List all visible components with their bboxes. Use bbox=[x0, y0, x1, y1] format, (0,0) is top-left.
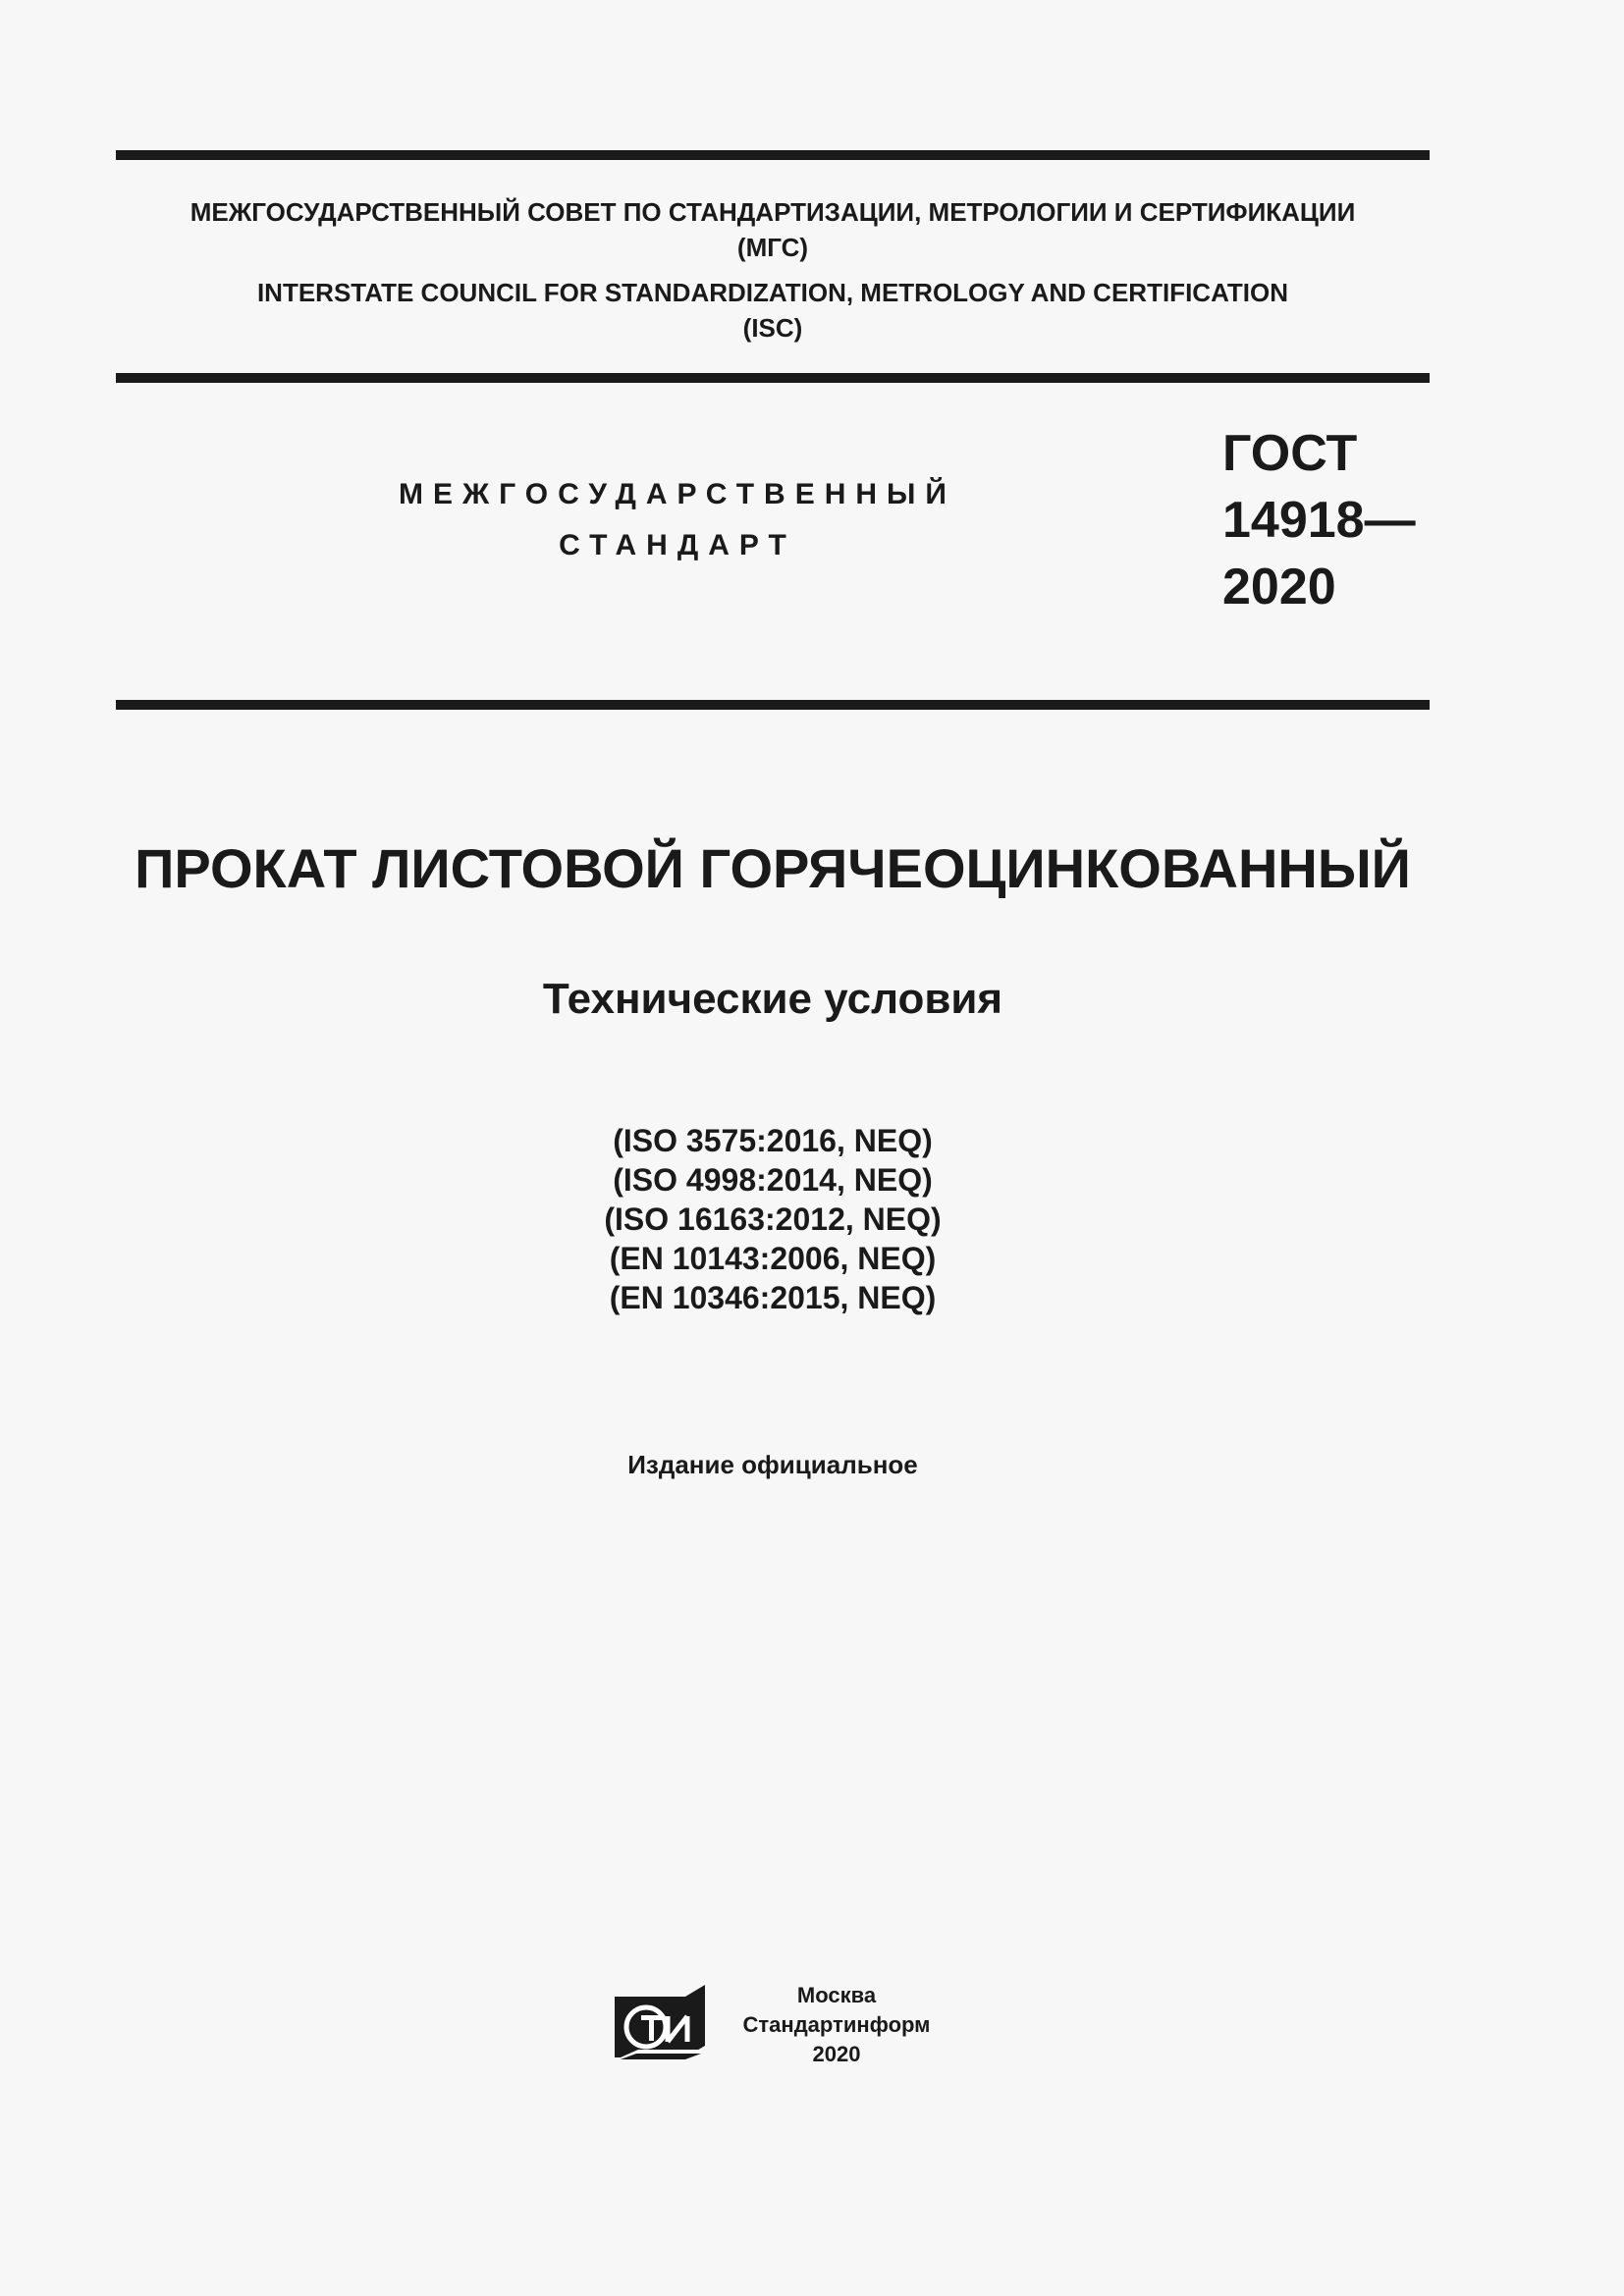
gost-prefix: ГОСТ bbox=[1222, 425, 1358, 482]
council-name-en bbox=[116, 275, 1430, 346]
reference-standard: (ISO 4998:2014, NEQ) bbox=[613, 1162, 933, 1198]
publisher-name: Стандартинформ bbox=[742, 2012, 931, 2037]
edition-note: Издание официальное bbox=[627, 1450, 918, 1479]
standard-type-line-2: СТАНДАРТ bbox=[559, 529, 796, 561]
standard-type-label bbox=[295, 469, 1060, 571]
council-abbr-ru: (МГС) bbox=[736, 233, 809, 262]
header-divider bbox=[116, 373, 1430, 383]
publisher-city: Москва bbox=[796, 1983, 877, 2007]
reference-standards-list bbox=[79, 1121, 1467, 1317]
publisher-imprint bbox=[609, 1975, 962, 2083]
title-divider bbox=[116, 700, 1430, 710]
publisher-details bbox=[719, 1981, 954, 2069]
document-title: ПРОКАТ ЛИСТОВОЙ ГОРЯЧЕОЦИНКОВАННЫЙ bbox=[135, 837, 1411, 899]
council-name-ru bbox=[116, 194, 1430, 265]
top-divider bbox=[116, 150, 1430, 160]
gost-designation bbox=[1222, 420, 1438, 620]
gost-number: 14918— bbox=[1222, 492, 1416, 549]
standard-type-line-1: МЕЖГОСУДАРСТВЕННЫЙ bbox=[399, 478, 956, 510]
document-subtitle: Технические условия bbox=[542, 975, 1003, 1023]
reference-standard: (EN 10346:2015, NEQ) bbox=[609, 1280, 937, 1315]
reference-standard: (ISO 3575:2016, NEQ) bbox=[613, 1123, 933, 1158]
council-name-en-line: INTERSTATE COUNCIL FOR STANDARDIZATION, METROLOGY AND CERTIFICATION bbox=[256, 278, 1289, 307]
standartinform-logo-icon bbox=[613, 1983, 707, 2063]
gost-year: 2020 bbox=[1222, 559, 1336, 615]
publication-year: 2020 bbox=[812, 2042, 861, 2066]
reference-standard: (EN 10143:2006, NEQ) bbox=[609, 1241, 937, 1276]
council-name-ru-line: МЕЖГОСУДАРСТВЕННЫЙ СОВЕТ ПО СТАНДАРТИЗАЦИИ, МЕТРОЛОГИИ И СЕРТИФИКАЦИИ bbox=[189, 197, 1356, 227]
council-abbr-en: (ISC) bbox=[742, 313, 803, 343]
reference-standard: (ISO 16163:2012, NEQ) bbox=[604, 1201, 942, 1237]
